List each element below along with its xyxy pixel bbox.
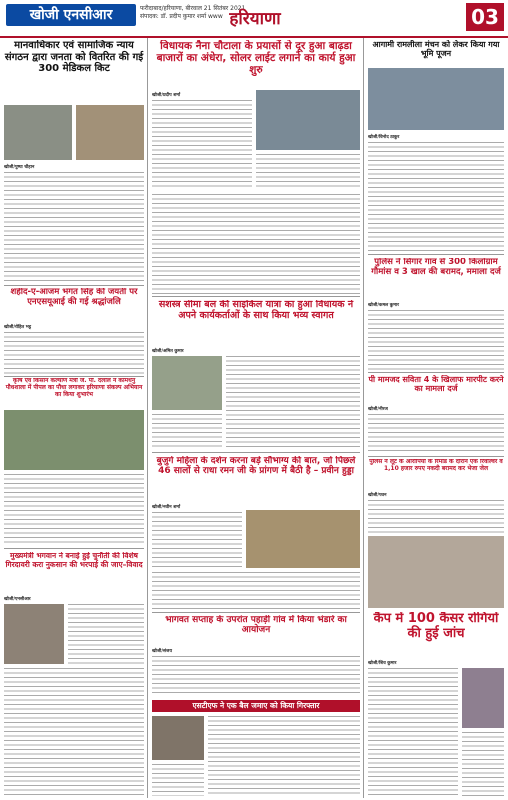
article-body bbox=[152, 572, 360, 610]
byline-box bbox=[152, 502, 252, 510]
byline-box bbox=[4, 594, 144, 602]
date-line-1: फरीदाबाद/हरियाणा, बीरवाल 21 सितंबर 2021 bbox=[140, 5, 246, 12]
headline: मानवाधिकार एवं सामाजिक न्याय संगठन द्वारा जनता को वितरित की गई 300 मेडिकल किट bbox=[4, 40, 144, 74]
headline: पी मामजद सविता 4 के खिलाफ मारपीट करने का मामला दर्ज bbox=[368, 375, 504, 394]
byline-box bbox=[368, 490, 504, 498]
right-mid3-article bbox=[368, 459, 504, 489]
article-body bbox=[152, 512, 242, 568]
right-top-article bbox=[368, 40, 504, 66]
divider bbox=[152, 296, 360, 297]
photo bbox=[152, 716, 204, 760]
article-body bbox=[256, 154, 360, 190]
right-bottom-article bbox=[368, 612, 504, 656]
divider bbox=[4, 376, 144, 377]
photo bbox=[368, 68, 504, 130]
byline-box bbox=[368, 404, 504, 412]
center-mid-article bbox=[152, 300, 360, 344]
byline-box bbox=[368, 300, 504, 308]
byline: खोजी/पुष्पा चौहान bbox=[4, 165, 35, 170]
right-mid2-article bbox=[368, 375, 504, 403]
divider bbox=[152, 452, 360, 453]
article-body bbox=[368, 500, 504, 534]
byline-box bbox=[368, 658, 504, 666]
left-top-article bbox=[4, 40, 144, 110]
photo bbox=[256, 90, 360, 150]
photo bbox=[4, 105, 72, 160]
byline: खोजी/नीरज bbox=[368, 407, 388, 412]
byline-box bbox=[4, 322, 144, 330]
photo bbox=[76, 105, 144, 160]
byline: खोजी/रोहित भट्ट bbox=[4, 325, 32, 330]
byline: खोजी/एनसीआर bbox=[4, 597, 31, 602]
divider bbox=[368, 456, 504, 457]
center-bottom-article bbox=[152, 456, 360, 500]
article-body bbox=[462, 732, 504, 796]
headline: पुलिस ने सिंगार गांव से 300 किलोग्राम गौमांस व 3 खाल की बरामद, ममाला दर्ज bbox=[371, 258, 501, 277]
article-body bbox=[368, 310, 504, 370]
byline-box bbox=[4, 162, 144, 170]
article-body bbox=[226, 356, 360, 450]
headline: विधायक नैना चौटाला के प्रयासों से दूर हुआ बाढ़डा बाजारों का अंधेरा, सोलर लाईट लगाने का कार्य हुआ शुरु bbox=[156, 40, 356, 77]
byline: खोजी/प्रदीप शर्मा bbox=[152, 93, 181, 98]
article-body bbox=[4, 668, 144, 796]
masthead bbox=[0, 0, 508, 38]
article-body bbox=[368, 142, 504, 252]
article-body bbox=[4, 172, 144, 282]
photo bbox=[246, 510, 360, 568]
column-rule bbox=[363, 38, 364, 798]
page-number: 03 bbox=[466, 3, 504, 31]
left-mid-article bbox=[4, 288, 144, 322]
headline: भागवत सप्ताह के उपरांत पहाड़ी गांव में किया भंडारे का आयोजन bbox=[165, 615, 347, 636]
byline-box bbox=[152, 646, 252, 654]
center-bottom2-article bbox=[152, 615, 360, 645]
divider bbox=[152, 612, 360, 613]
photo bbox=[462, 668, 504, 728]
article-body bbox=[4, 474, 144, 546]
column-rule bbox=[147, 38, 148, 798]
left-bottom-article bbox=[4, 552, 144, 592]
banner-headline: एसटीएफ ने एक बैल जमाए को किया गिरफ्तार bbox=[152, 700, 360, 712]
article-body bbox=[152, 414, 222, 450]
divider bbox=[368, 254, 504, 255]
byline: खोजी/संजय bbox=[152, 649, 172, 654]
article-body bbox=[152, 194, 360, 294]
photo bbox=[368, 536, 504, 608]
date-line-2: संपादक: डॉ. प्रदीप कुमार शर्मा www bbox=[140, 13, 223, 20]
byline: खोजी/अमित कुमार bbox=[152, 349, 184, 354]
byline: खोजी/पवन bbox=[368, 493, 387, 498]
byline-box bbox=[152, 90, 252, 98]
byline: खोजी/विनोद ठाकुर bbox=[368, 135, 400, 140]
headline: मुख्यमंत्री भगवान ने बनाई हुई चुनौती की विशेष गिरदावरी करा नुकसान की भरपाई की जाए–विवाद bbox=[5, 552, 143, 569]
article-body bbox=[152, 656, 360, 696]
photo bbox=[4, 410, 144, 470]
divider bbox=[4, 548, 144, 549]
byline: खोजी/नवीन शर्मा bbox=[152, 505, 181, 510]
article-body bbox=[152, 100, 252, 190]
headline: बुजुर्ग महिला के दर्शन करना बड़े सौभाग्य की बात, जो पिछले 46 सालों से राधा रमन जी के प्रांगण में बैठी है – प्रवीन हुड्डा bbox=[156, 456, 356, 477]
article-body bbox=[368, 668, 458, 796]
paper-logo: खोजी एनसीआर bbox=[6, 4, 136, 26]
photo bbox=[4, 604, 64, 664]
article-body bbox=[208, 716, 360, 796]
center-top-article bbox=[152, 40, 360, 88]
byline: खोजी/शिव कुमार bbox=[368, 661, 397, 666]
article-body bbox=[4, 332, 144, 374]
headline: सशस्त्र सीमा बल की साइकिल यात्रा का हुआ विधायक ने अपने कार्यकर्ताओं के साथ किया भव्य स्वागत bbox=[158, 300, 354, 321]
right-mid-article bbox=[368, 258, 504, 298]
section-title: हरियाणा bbox=[229, 9, 281, 29]
photo bbox=[152, 356, 222, 410]
headline: कृषि एवं किसान कल्याण मंत्री जे. पी. दलाल ने कामधेनु पौधशाला में पीपल का पौधा लगाकर हरियाणा संकल्प अभियान का किया शुभारंभ bbox=[5, 378, 143, 398]
byline-box bbox=[152, 346, 252, 354]
divider bbox=[4, 285, 144, 286]
headline: शहीद-ए-आजम भगत सिंह की जयंती पर एनएसयूआई की गई श्रद्धांजलि bbox=[10, 288, 138, 307]
article-body bbox=[152, 764, 204, 796]
article-body bbox=[368, 414, 504, 454]
byline-box bbox=[368, 132, 504, 140]
article-body bbox=[68, 604, 144, 664]
headline: आगामी रामलीला मंचन को लेकर किया गया भूमि पूजन bbox=[372, 40, 500, 59]
divider bbox=[368, 372, 504, 373]
byline: खोजी/कमल कुमार bbox=[368, 303, 399, 308]
headline: कैंप में 100 कैंसर रोगियों की हुई जांच bbox=[373, 612, 499, 641]
headline: पुलिस ने लूट के आरोपियों के रिमांड के दौरान एक रिवाल्वर व 1,10 हजार रुपए नकदी बरामद कर भेजा जेल bbox=[369, 459, 503, 472]
